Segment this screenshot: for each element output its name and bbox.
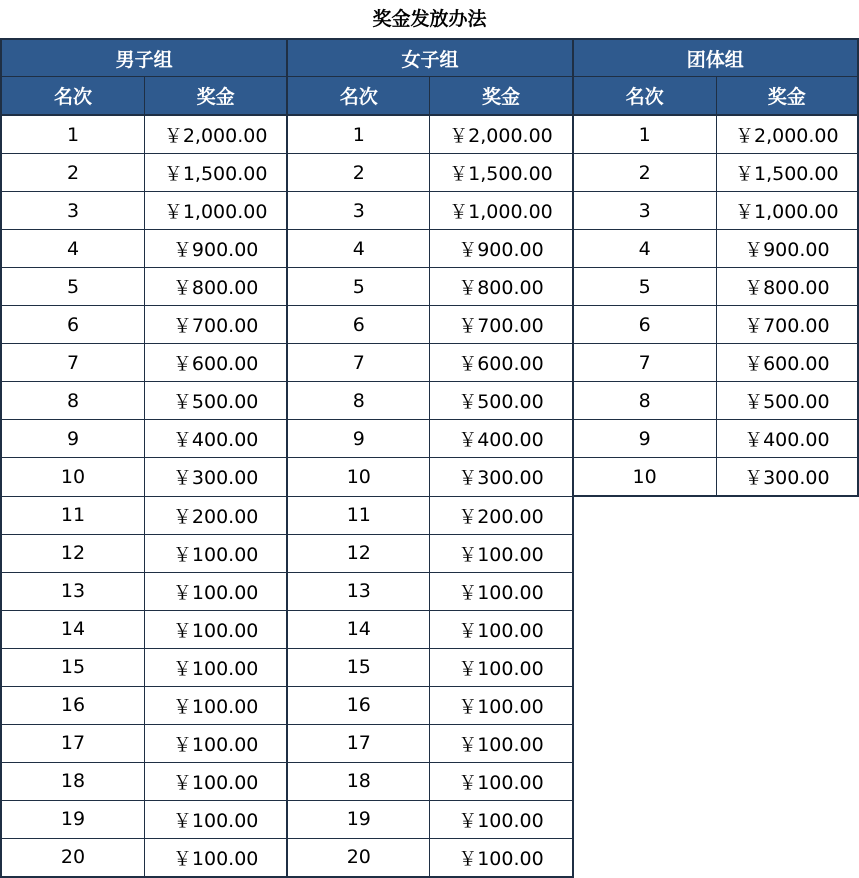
rank-cell: 2 [287,154,430,192]
prize-cell: ￥100.00 [145,648,288,686]
col-header-rank: 名次 [287,77,430,116]
prize-cell: ￥700.00 [716,306,858,344]
empty-cell [716,496,858,534]
table-row [1,800,858,838]
empty-cell [716,724,858,762]
prize-cell: ￥100.00 [145,762,288,800]
rank-cell: 10 [1,458,145,497]
prize-cell: ￥900.00 [716,230,858,268]
rank-cell: 17 [1,724,145,762]
group-header-row [1,39,858,77]
empty-cell [573,838,717,877]
rank-cell: 4 [287,230,430,268]
empty-cell [716,534,858,572]
empty-cell [716,572,858,610]
prize-cell: ￥1,500.00 [430,154,573,192]
prize-cell: ￥100.00 [145,610,288,648]
prize-cell: ￥500.00 [716,382,858,420]
prize-cell: ￥800.00 [145,268,288,306]
prize-cell: ￥100.00 [145,724,288,762]
prize-table-body [1,115,858,877]
table-row [1,838,858,877]
table-row [1,154,858,192]
prize-cell: ￥300.00 [145,458,288,497]
rank-cell: 6 [1,306,145,344]
prize-cell: ￥100.00 [430,534,573,572]
prize-cell: ￥100.00 [430,762,573,800]
prize-cell: ￥700.00 [430,306,573,344]
rank-cell: 9 [573,420,717,458]
prize-cell: ￥100.00 [145,572,288,610]
prize-cell: ￥800.00 [430,268,573,306]
empty-cell [573,762,717,800]
group-header-women: 女子组 [287,39,572,77]
rank-cell: 12 [287,534,430,572]
prize-cell: ￥100.00 [430,610,573,648]
rank-cell: 14 [287,610,430,648]
empty-cell [573,496,717,534]
rank-cell: 6 [287,306,430,344]
prize-cell: ￥600.00 [430,344,573,382]
table-row [1,192,858,230]
prize-cell: ￥600.00 [145,344,288,382]
table-row [1,268,858,306]
table-row [1,382,858,420]
prize-cell: ￥400.00 [430,420,573,458]
table-row [1,230,858,268]
empty-cell [716,838,858,877]
rank-cell: 7 [287,344,430,382]
rank-cell: 14 [1,610,145,648]
col-header-prize: 奖金 [145,77,288,116]
empty-cell [573,610,717,648]
empty-cell [716,800,858,838]
rank-cell: 5 [287,268,430,306]
empty-cell [716,610,858,648]
table-row [1,686,858,724]
empty-cell [573,686,717,724]
col-header-rank: 名次 [1,77,145,116]
table-row [1,610,858,648]
rank-cell: 1 [573,115,717,154]
prize-cell: ￥1,500.00 [716,154,858,192]
rank-cell: 3 [573,192,717,230]
prize-cell: ￥100.00 [145,686,288,724]
sheet-title: 奖金发放办法 [372,8,487,30]
prize-cell: ￥800.00 [716,268,858,306]
rank-cell: 7 [1,344,145,382]
table-row [1,762,858,800]
rank-cell: 2 [1,154,145,192]
prize-cell: ￥1,000.00 [716,192,858,230]
rank-cell: 9 [1,420,145,458]
empty-cell [573,572,717,610]
prize-cell: ￥500.00 [430,382,573,420]
empty-cell [716,686,858,724]
prize-cell: ￥500.00 [145,382,288,420]
table-row [1,458,858,497]
table-row [1,306,858,344]
rank-cell: 8 [573,382,717,420]
rank-cell: 10 [287,458,430,497]
rank-cell: 20 [287,838,430,877]
empty-cell [573,534,717,572]
rank-cell: 19 [287,800,430,838]
rank-cell: 16 [1,686,145,724]
rank-cell: 15 [1,648,145,686]
rank-cell: 1 [287,115,430,154]
prize-cell: ￥400.00 [145,420,288,458]
col-header-prize: 奖金 [716,77,858,116]
rank-cell: 4 [573,230,717,268]
prize-cell: ￥700.00 [145,306,288,344]
rank-cell: 12 [1,534,145,572]
rank-cell: 3 [1,192,145,230]
rank-cell: 9 [287,420,430,458]
table-row [1,420,858,458]
prize-cell: ￥100.00 [430,800,573,838]
prize-cell: ￥2,000.00 [430,115,573,154]
rank-cell: 19 [1,800,145,838]
rank-cell: 11 [287,496,430,534]
prize-cell: ￥1,500.00 [145,154,288,192]
table-row [1,534,858,572]
prize-cell: ￥600.00 [716,344,858,382]
group-header-team: 团体组 [573,39,858,77]
rank-cell: 16 [287,686,430,724]
rank-cell: 3 [287,192,430,230]
rank-cell: 8 [287,382,430,420]
col-header-prize: 奖金 [430,77,573,116]
prize-cell: ￥300.00 [716,458,858,497]
table-row [1,648,858,686]
prize-cell: ￥100.00 [430,724,573,762]
rank-cell: 15 [287,648,430,686]
prize-cell: ￥1,000.00 [145,192,288,230]
rank-cell: 5 [1,268,145,306]
table-row [1,724,858,762]
rank-cell: 1 [1,115,145,154]
prize-cell: ￥200.00 [145,496,288,534]
prize-cell: ￥100.00 [145,838,288,877]
empty-cell [573,800,717,838]
column-header-row [1,77,858,116]
rank-cell: 5 [573,268,717,306]
rank-cell: 2 [573,154,717,192]
rank-cell: 13 [1,572,145,610]
prize-cell: ￥300.00 [430,458,573,497]
prize-cell: ￥100.00 [430,648,573,686]
group-header-men: 男子组 [1,39,287,77]
rank-cell: 13 [287,572,430,610]
prize-cell: ￥100.00 [145,800,288,838]
table-row [1,572,858,610]
empty-cell [573,724,717,762]
prize-cell: ￥2,000.00 [145,115,288,154]
empty-cell [716,762,858,800]
rank-cell: 18 [1,762,145,800]
prize-cell: ￥100.00 [430,686,573,724]
prize-cell: ￥100.00 [430,838,573,877]
prize-cell: ￥100.00 [430,572,573,610]
prize-cell: ￥400.00 [716,420,858,458]
table-row [1,115,858,154]
prize-cell: ￥2,000.00 [716,115,858,154]
rank-cell: 17 [287,724,430,762]
rank-cell: 6 [573,306,717,344]
prize-cell: ￥200.00 [430,496,573,534]
col-header-rank: 名次 [573,77,717,116]
rank-cell: 11 [1,496,145,534]
prize-cell: ￥100.00 [145,534,288,572]
prize-cell: ￥900.00 [145,230,288,268]
rank-cell: 7 [573,344,717,382]
rank-cell: 18 [287,762,430,800]
prize-cell: ￥900.00 [430,230,573,268]
rank-cell: 8 [1,382,145,420]
rank-cell: 4 [1,230,145,268]
prize-table [0,38,859,878]
prize-cell: ￥1,000.00 [430,192,573,230]
table-row [1,496,858,534]
table-row [1,344,858,382]
rank-cell: 20 [1,838,145,877]
empty-cell [573,648,717,686]
empty-cell [716,648,858,686]
rank-cell: 10 [573,458,717,497]
